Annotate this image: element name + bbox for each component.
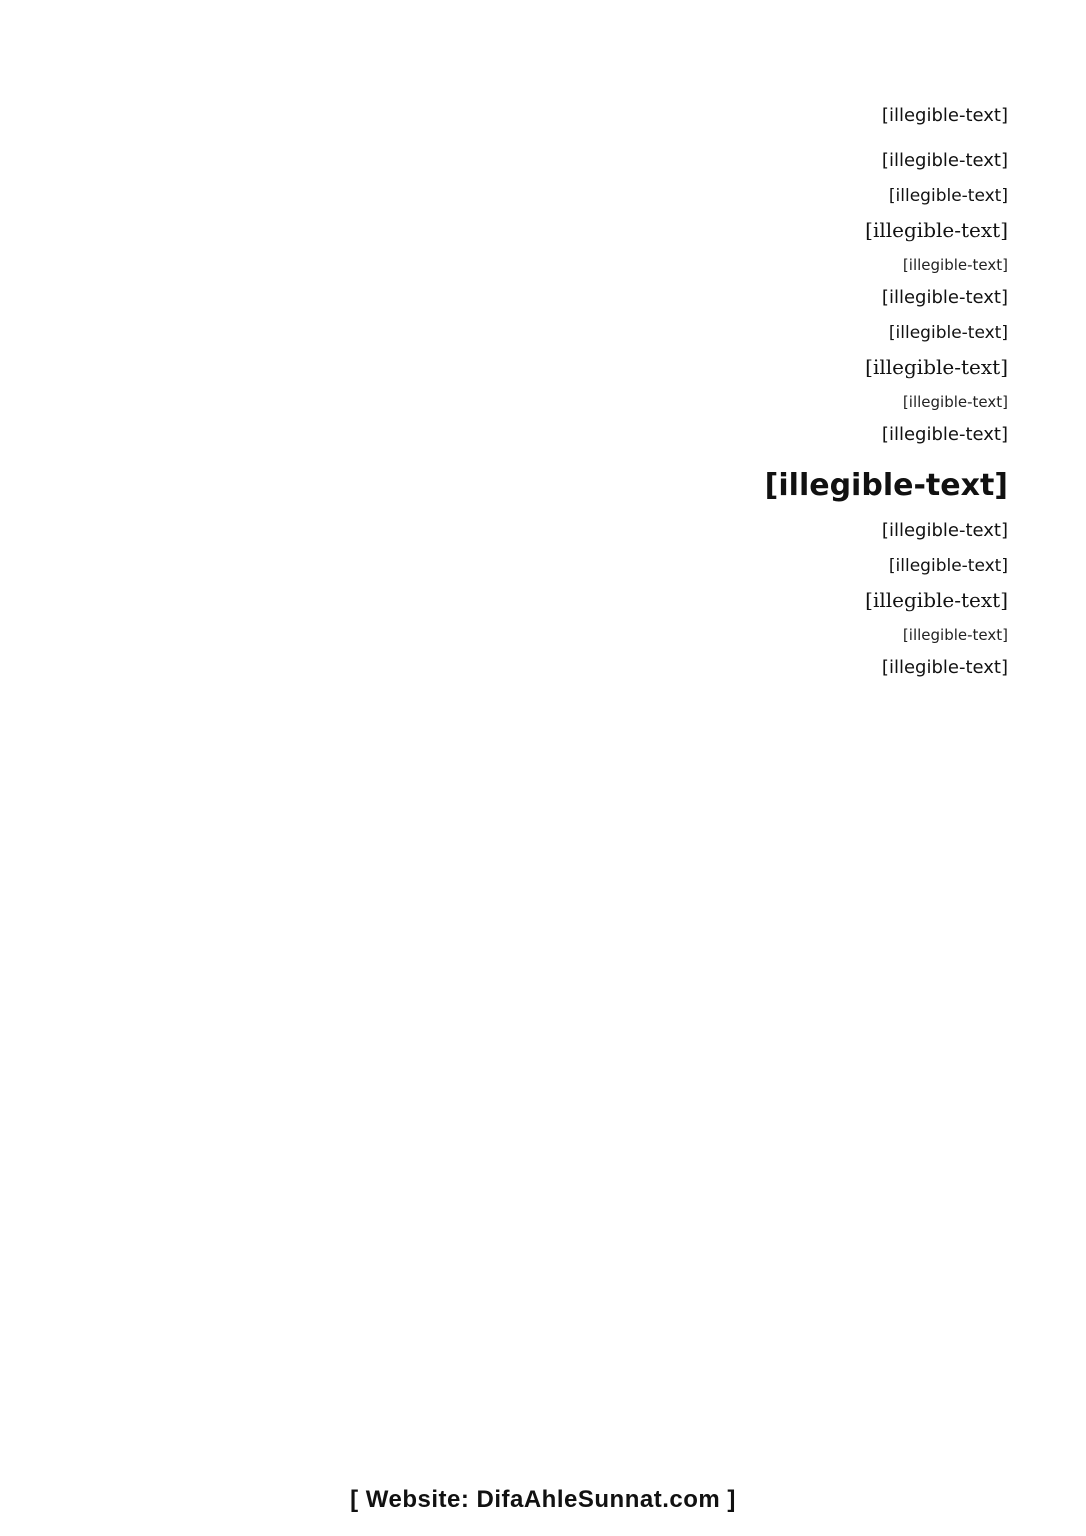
paragraph-1: [illegible-text] <box>881 105 1008 126</box>
arabic-quote-3: [illegible-text] <box>865 588 1008 612</box>
citation-2: [illegible-text] <box>902 393 1008 411</box>
translation-2: [illegible-text] <box>881 424 1008 445</box>
translation-1: [illegible-text] <box>881 287 1008 308</box>
numbered-item-2: [illegible-text] <box>888 186 1008 206</box>
citation-1: [illegible-text] <box>902 256 1008 274</box>
section-heading: [illegible-text] <box>764 468 1008 503</box>
numbered-item-3: [illegible-text] <box>888 323 1008 343</box>
paragraph-2: [illegible-text] <box>881 520 1008 541</box>
arabic-quote-2: [illegible-text] <box>865 355 1008 379</box>
arabic-quote-1: [illegible-text] <box>865 218 1008 242</box>
citation-3: [illegible-text] <box>902 626 1008 644</box>
translation-3: [illegible-text] <box>881 657 1008 678</box>
paragraph-1-cont: [illegible-text] <box>881 150 1008 171</box>
website-footer: [ Website: DifaAhleSunnat.com ] <box>350 1486 736 1513</box>
attribution-line: [illegible-text] <box>888 556 1008 576</box>
